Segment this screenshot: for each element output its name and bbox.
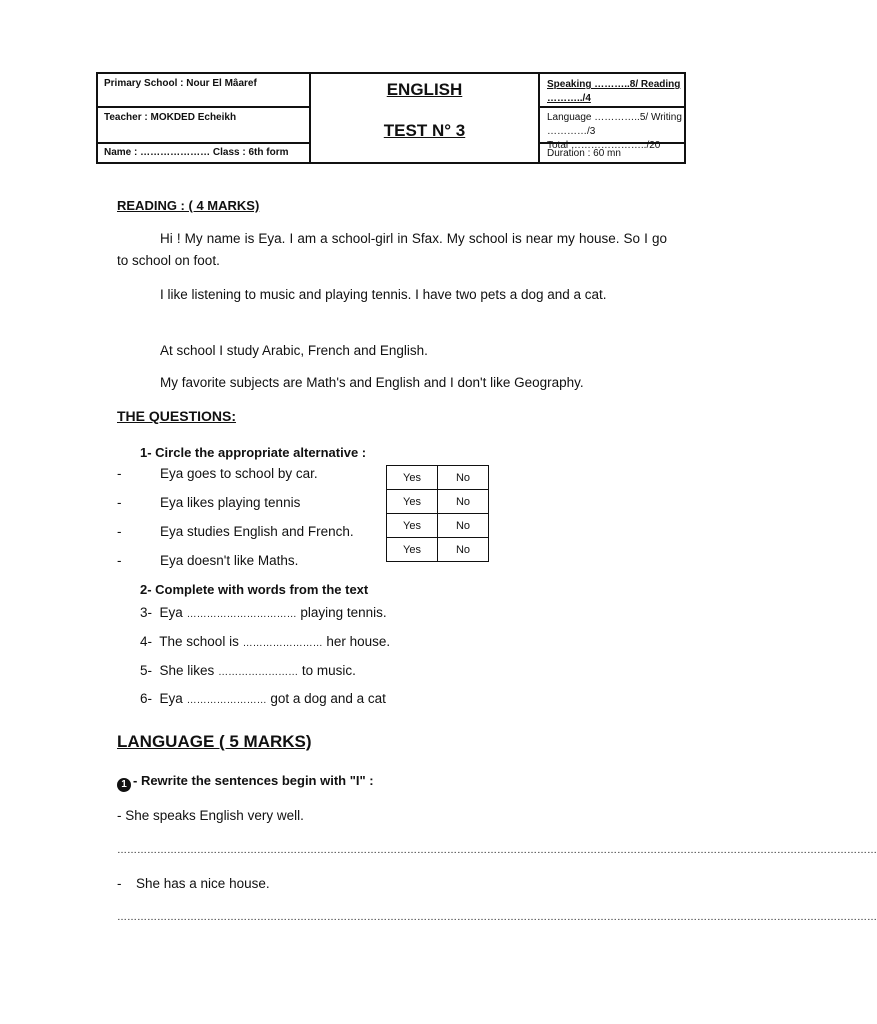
yes-option[interactable]: Yes	[387, 466, 438, 490]
completion-post: playing tennis.	[300, 605, 387, 620]
exercise-number-badge: 1	[117, 778, 131, 792]
yes-option[interactable]: Yes	[387, 490, 438, 514]
q1-item-3: Eya studies English and French.	[160, 524, 354, 539]
yes-option[interactable]: Yes	[387, 538, 438, 562]
dash-4: -	[117, 553, 122, 568]
completion-pre: Eya	[159, 691, 183, 706]
completion-item-3	[140, 605, 387, 620]
completion-num: 5-	[140, 663, 153, 678]
subject-title: ENGLISH	[386, 80, 463, 99]
header-table	[96, 72, 686, 164]
no-option[interactable]: No	[438, 538, 489, 562]
reading-paragraph-2: I like listening to music and playing tennis. I have two pets a dog and a cat.	[160, 287, 607, 302]
table-row	[387, 514, 489, 538]
no-option[interactable]: No	[438, 466, 489, 490]
header-middle	[311, 74, 540, 162]
dash-1: -	[117, 466, 122, 481]
dash-3: -	[117, 524, 122, 539]
blank-line[interactable]: ……………………	[218, 667, 299, 678]
duration: Duration : 60 mn	[547, 148, 621, 159]
q1-item-2: Eya likes playing tennis	[160, 495, 301, 510]
question-2-title: 2- Complete with words from the text	[140, 582, 369, 597]
total-marks: Total …………………../20	[547, 140, 661, 151]
question-1-title: 1- Circle the appropriate alternative :	[140, 445, 367, 460]
completion-item-5	[140, 663, 356, 678]
completion-num: 3-	[140, 605, 153, 620]
reading-paragraph-3: At school I study Arabic, French and English.	[160, 343, 428, 358]
completion-num: 4-	[140, 634, 153, 649]
school-name: Primary School : Nour El Mâaref	[98, 74, 309, 108]
yes-option[interactable]: Yes	[387, 514, 438, 538]
sentence-1: - She speaks English very well.	[117, 808, 304, 823]
completion-item-6	[140, 691, 386, 706]
q1-item-1: Eya goes to school by car.	[160, 466, 318, 481]
completion-num: 6-	[140, 691, 153, 706]
yes-no-table	[386, 465, 489, 562]
q1-item-4: Eya doesn't like Maths.	[160, 553, 299, 568]
dash-2: -	[117, 495, 122, 510]
reading-paragraph-4: My favorite subjects are Math's and English and I don't like Geography.	[160, 375, 584, 390]
header-left	[98, 74, 311, 162]
name-class-text: Name : ………………… Class : 6th form	[104, 147, 289, 158]
table-row	[387, 538, 489, 562]
completion-post: got a dog and a cat	[270, 691, 386, 706]
language-writing-marks: Language …………..5/ Writing …………/3	[547, 112, 682, 137]
header-right	[540, 74, 684, 162]
blank-line[interactable]: ……………………………	[186, 609, 297, 620]
no-option[interactable]: No	[438, 514, 489, 538]
exercise-1-title	[117, 773, 374, 792]
blank-line[interactable]: ……………………	[242, 638, 323, 649]
completion-pre: She likes	[159, 663, 215, 678]
table-row	[387, 490, 489, 514]
reading-paragraph-1: Hi ! My name is Eya. I am a school-girl in Sfax. My school is near my house. So I go to school on foot.	[117, 231, 667, 268]
reading-title: READING : ( 4 MARKS)	[117, 198, 260, 213]
table-row	[387, 466, 489, 490]
speaking-reading-marks: Speaking ………..8/ Reading ………../4	[540, 74, 684, 108]
completion-item-4	[140, 634, 390, 649]
blank-line[interactable]: ……………………	[186, 695, 267, 706]
sentence-2: She has a nice house.	[136, 876, 270, 891]
language-writing-total	[540, 108, 684, 151]
teacher-name: Teacher : MOKDED Echeikh	[98, 108, 309, 144]
dash-5: -	[117, 876, 122, 891]
student-name-class	[98, 144, 309, 164]
answer-line-2[interactable]: …………………………………………………………………………………………………………………………………………………………………………………………………………	[117, 912, 877, 923]
completion-post: her house.	[326, 634, 391, 649]
questions-title: THE QUESTIONS:	[117, 408, 237, 424]
no-option[interactable]: No	[438, 490, 489, 514]
exercise-1-instruction: - Rewrite the sentences begin with "I" :	[133, 773, 374, 788]
answer-line-1[interactable]: …………………………………………………………………………………………………………………………………………………………………………………………………………	[117, 845, 877, 856]
completion-pre: Eya	[159, 605, 183, 620]
test-number: TEST N° 3	[383, 121, 466, 140]
language-title: LANGUAGE ( 5 MARKS)	[117, 732, 312, 751]
completion-post: to music.	[301, 663, 356, 678]
completion-pre: The school is	[159, 634, 239, 649]
